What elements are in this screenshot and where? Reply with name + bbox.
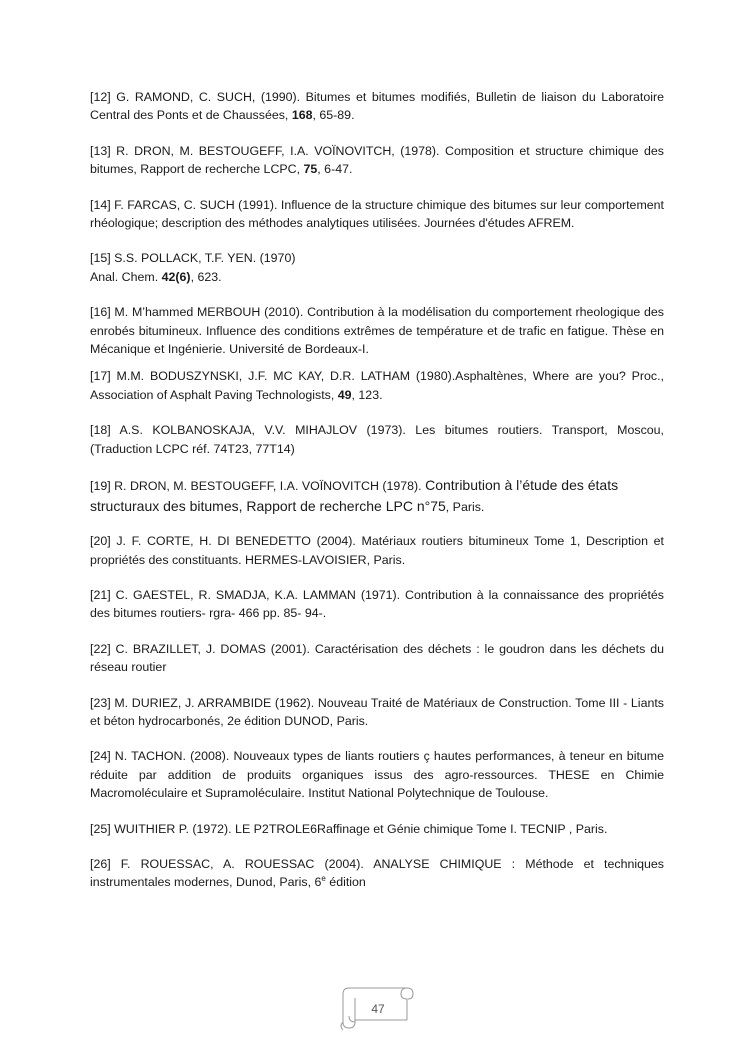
reference-23: [23] M. DURIEZ, J. ARRAMBIDE (1962). Nouveau Traité de Matériaux de Construction. Tome III - Liants et béton hydrocarbonés, 2e édition DUNOD, Paris. bbox=[90, 695, 664, 728]
reference-16: [16] M. M’hammed MERBOUH (2010). Contribution à la modélisation du comportement rheologique des enrobés bitumineux. Influence des conditions extrêmes de température et de trafic en fatigue. Thèse en Mécanique et Ingénierie. Université de Bordeaux-I. bbox=[90, 305, 664, 357]
reference-21: [21] C. GAESTEL, R. SMADJA, K.A. LAMMAN (1971). Contribution à la connaissance des propriétés des bitumes routiers- rgra- 466 pp. 85- 94-. bbox=[90, 587, 664, 621]
reference-20: [20] J. F. CORTE, H. DI BENEDETTO (2004). Matériaux routiers bitumineux Tome 1, Description et propriétés des constituants. HERMES-LAVOISIER, Paris. bbox=[90, 534, 664, 567]
reference-14: [14] F. FARCAS, C. SUCH (1991). Influence de la structure chimique des bitumes sur leur comportement rhéologique; description des méthodes analytiques utilisées. Journées d'études AFREM. bbox=[90, 197, 664, 231]
page-footer bbox=[335, 982, 415, 1032]
reference-12: [12] G. RAMOND, C. SUCH, (1990). Bitumes et bitumes modifiés, Bulletin de liaison du Laboratoire Central des Ponts et de Chaussées, 168, 65-89. bbox=[90, 90, 664, 123]
reference-18: [18] A.S. KOLBANOSKAJA, V.V. MIHAJLOV (1973). Les bitumes routiers. Transport, Moscou, (Traduction LCPC réf. 74T23, 77T14) bbox=[90, 423, 664, 456]
reference-15: [15] S.S. POLLACK, T.F. YEN. (1970) Anal. Chem. 42(6), 623. bbox=[90, 251, 296, 284]
reference-26: [26] F. ROUESSAC, A. ROUESSAC (2004). ANALYSE CHIMIQUE : Méthode et techniques instrumentales modernes, Dunod, Paris, 6e édition bbox=[90, 856, 664, 890]
reference-list bbox=[90, 88, 664, 892]
reference-25: [25] WUITHIER P. (1972). LE P2TROLE6Raffinage et Génie chimique Tome I. TECNIP , Paris. bbox=[90, 821, 608, 836]
page-number: 47 bbox=[371, 1002, 385, 1016]
reference-19: [19] R. DRON, M. BESTOUGEFF, I.A. VOÏNOVITCH (1978). Contribution à l’étude des états structuraux des bitumes, Rapport de recherche LPC n°75, Paris. bbox=[90, 477, 619, 515]
reference-24: [24] N. TACHON. (2008). Nouveaux types de liants routiers ç hautes performances, à teneur en bitume réduite par addition de produits organiques issus des agro-ressources. THESE en Chimie Macromoléculaire et Supramoléculaire. Institut National Polytechnique de Toulouse. bbox=[90, 749, 664, 801]
reference-17: [17] M.M. BODUSZYNSKI, J.F. MC KAY, D.R. LATHAM (1980).Asphaltènes, Where are you? Proc., Association of Asphalt Paving Technologists, 49, 123. bbox=[90, 369, 664, 402]
reference-22: [22] C. BRAZILLET, J. DOMAS (2001). Caractérisation des déchets : le goudron dans les déchets du réseau routier bbox=[90, 641, 664, 675]
reference-13: [13] R. DRON, M. BESTOUGEFF, I.A. VOÏNOVITCH, (1978). Composition et structure chimique des bitumes, Rapport de recherche LCPC, 75, 6-47. bbox=[90, 143, 664, 177]
